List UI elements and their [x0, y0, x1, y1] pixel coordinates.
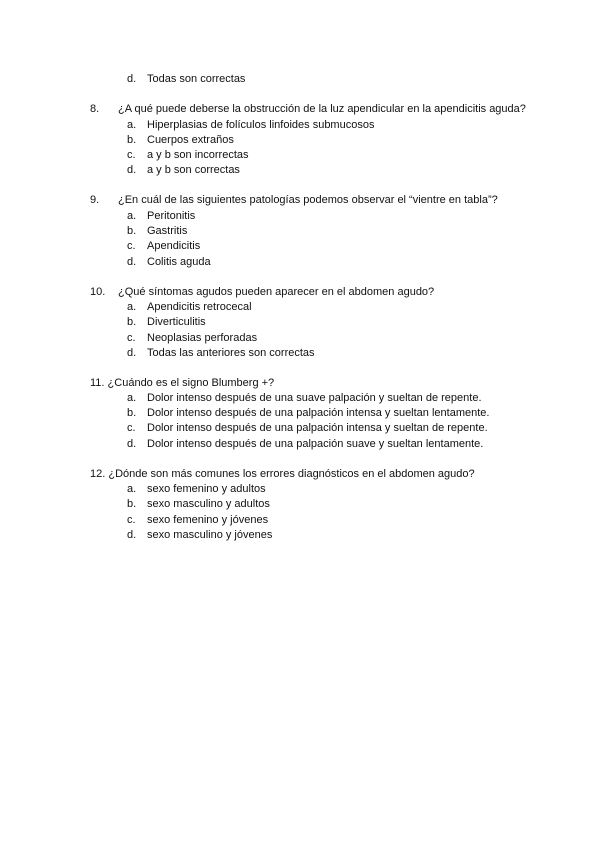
option-letter: d. [127, 529, 137, 541]
option-letter: b. [127, 498, 137, 510]
question-text: ¿Cuándo es el signo Blumberg +? [107, 377, 275, 389]
option-text: Apendicitis [147, 240, 201, 252]
question-10 [90, 285, 434, 300]
q10-option-a [127, 300, 252, 315]
option-letter: c. [127, 149, 136, 161]
option-letter: d. [127, 73, 137, 85]
option-text: Neoplasias perforadas [147, 332, 258, 344]
option-letter: c. [127, 240, 136, 252]
question-number: 9. [90, 194, 100, 206]
option-letter: d. [127, 438, 137, 450]
q9-option-b [127, 224, 187, 239]
option-letter: b. [127, 134, 137, 146]
option-text: Apendicitis retrocecal [147, 301, 252, 313]
option-letter: d. [127, 164, 137, 176]
q7-option-d [127, 72, 245, 87]
option-letter: c. [127, 332, 136, 344]
question-12 [90, 467, 475, 482]
question-text: ¿Qué síntomas agudos pueden aparecer en el abdomen agudo? [118, 286, 435, 298]
q9-option-d [127, 255, 211, 270]
q11-option-c [127, 421, 488, 436]
option-letter: d. [127, 347, 137, 359]
q10-option-b [127, 315, 206, 330]
q12-option-c [127, 513, 268, 528]
option-text: Hiperplasias de folículos linfoides submucosos [147, 119, 375, 131]
option-text: Cuerpos extraños [147, 134, 234, 146]
q11-option-a [127, 391, 482, 406]
question-number: 11. [90, 377, 105, 389]
option-text: Dolor intenso después de una suave palpación y sueltan de repente. [147, 392, 482, 404]
option-letter: b. [127, 316, 137, 328]
q12-option-d [127, 528, 272, 543]
option-letter: a. [127, 210, 137, 222]
option-letter: d. [127, 256, 137, 268]
option-text: Dolor intenso después de una palpación intensa y sueltan lentamente. [147, 407, 490, 419]
q8-option-c [127, 148, 249, 163]
option-text: Dolor intenso después de una palpación suave y sueltan lentamente. [147, 438, 484, 450]
option-letter: a. [127, 392, 137, 404]
q9-option-c [127, 239, 200, 254]
q11-option-b [127, 406, 489, 421]
option-letter: c. [127, 514, 136, 526]
option-text: Peritonitis [147, 210, 196, 222]
option-text: Colitis aguda [147, 256, 211, 268]
option-text: Todas las anteriores son correctas [147, 347, 315, 359]
question-9 [90, 193, 498, 208]
option-text: sexo femenino y jóvenes [147, 514, 269, 526]
option-letter: a. [127, 301, 137, 313]
question-number: 10. [90, 286, 106, 298]
q10-option-c [127, 331, 257, 346]
option-text: Dolor intenso después de una palpación intensa y sueltan de repente. [147, 422, 488, 434]
question-number: 8. [90, 103, 100, 115]
q12-option-b [127, 497, 270, 512]
question-text: ¿Dónde son más comunes los errores diagnósticos en el abdomen agudo? [108, 468, 475, 480]
option-letter: b. [127, 407, 137, 419]
option-letter: a. [127, 119, 137, 131]
question-8 [90, 102, 526, 117]
option-text: sexo masculino y jóvenes [147, 529, 273, 541]
q8-option-b [127, 133, 234, 148]
q8-option-a [127, 118, 374, 133]
option-text: sexo masculino y adultos [147, 498, 270, 510]
q9-option-a [127, 209, 195, 224]
option-text: sexo femenino y adultos [147, 483, 266, 495]
option-text: a y b son incorrectas [147, 149, 249, 161]
q10-option-d [127, 346, 315, 361]
option-letter: a. [127, 483, 137, 495]
q12-option-a [127, 482, 266, 497]
option-text: Gastritis [147, 225, 188, 237]
option-text: Diverticulitis [147, 316, 206, 328]
option-text: Todas son correctas [147, 73, 246, 85]
q8-option-d [127, 163, 240, 178]
option-letter: b. [127, 225, 137, 237]
question-text: ¿En cuál de las siguientes patologías podemos observar el “vientre en tabla”? [118, 194, 498, 206]
option-letter: c. [127, 422, 136, 434]
q11-option-d [127, 437, 483, 452]
option-text: a y b son correctas [147, 164, 240, 176]
question-11 [90, 376, 274, 391]
question-number: 12. [90, 468, 106, 480]
question-text: ¿A qué puede deberse la obstrucción de la luz apendicular en la apendicitis aguda? [118, 103, 526, 115]
